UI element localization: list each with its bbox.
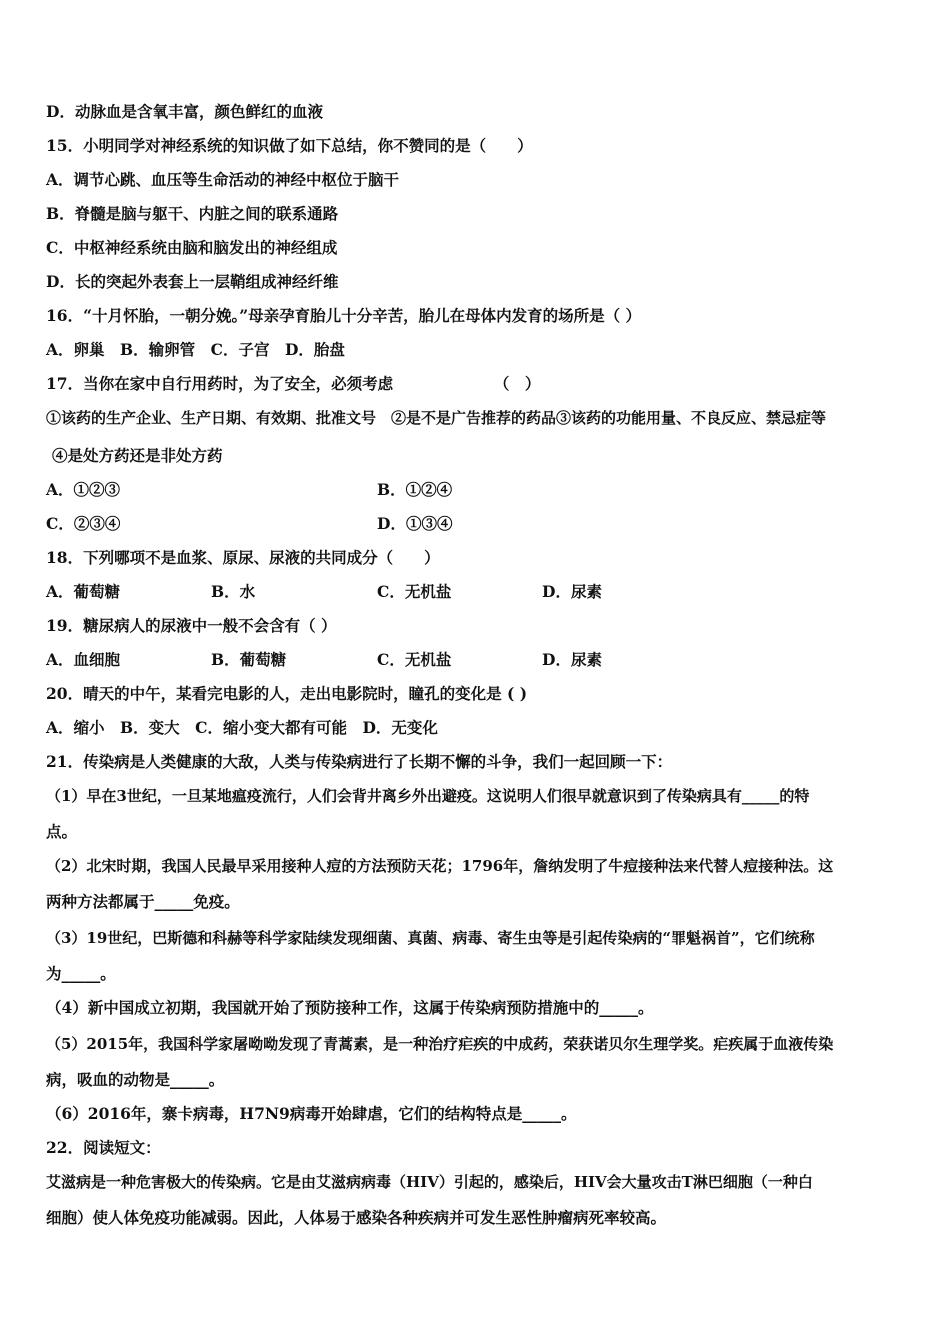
q16-options: A．卵巢 B．输卵管 C．子宫 D．胎盘: [46, 340, 345, 359]
q18-option-a: A．葡萄糖: [46, 582, 121, 601]
q21-part6: （6）2016年，寨卡病毒，H7N9病毒开始肆虐，它们的结构特点是_____。: [46, 1104, 577, 1123]
q21-part3: （3）19世纪，巴斯德和科赫等科学家陆续发现细菌、真菌、病毒、寄生虫等是引起传染病的“罪魁祸首”，它们统称: [46, 929, 815, 947]
q21-part1: （1）早在3世纪，一旦某地瘟疫流行，人们会背井离乡外出避疫。这说明人们很早就意识到了传染病具有_____的特: [46, 787, 810, 805]
q21-part3-cont: 为_____。: [46, 964, 116, 983]
q17-stem: 17．当你在家中自行用药时，为了安全，必须考虑 （ ）: [46, 374, 541, 393]
q19-option-d: D．尿素: [542, 650, 602, 669]
q15-option-a: A．调节心跳、血压等生命活动的神经中枢位于脑干: [46, 170, 400, 189]
q22-passage-line1: 艾滋病是一种危害极大的传染病。它是由艾滋病病毒（HIV）引起的，感染后，HIV会大量攻击T淋巴细胞（一种白: [46, 1173, 813, 1191]
q21-stem: 21．传染病是人类健康的大敌，人类与传染病进行了长期不懈的斗争，我们一起回顾一下：: [46, 752, 673, 771]
q16-stem: 16．“十月怀胎，一朝分娩。”母亲孕育胎儿十分辛苦，胎儿在母体内发育的场所是（ ）: [46, 306, 642, 325]
q18-stem: 18．下列哪项不是血浆、原尿、尿液的共同成分（ ）: [46, 548, 440, 567]
q20-stem: 20．晴天的中午，某看完电影的人，走出电影院时，瞳孔的变化是 ( ): [46, 684, 528, 703]
q19-option-c: C．无机盐: [377, 650, 452, 669]
q17-option-a: A．①②③: [46, 480, 121, 499]
q18-option-d: D．尿素: [542, 582, 602, 601]
q18-option-b: B．水: [211, 582, 256, 601]
q22-passage-line2: 细胞）使人体免疫功能减弱。因此，人体易于感染各种疾病并可发生恶性肿瘤病死率较高。: [46, 1208, 667, 1227]
q15-option-b: B．脊髓是脑与躯干、内脏之间的联系通路: [46, 204, 339, 223]
q15-option-d: D．长的突起外表套上一层鞘组成神经纤维: [46, 272, 339, 291]
q18-option-c: C．无机盐: [377, 582, 452, 601]
q17-item-4: ④是处方药还是非处方药: [52, 446, 223, 465]
q21-part1-cont: 点。: [46, 822, 78, 841]
q15-option-c: C．中枢神经系统由脑和脑发出的神经组成: [46, 238, 338, 257]
q20-options: A．缩小 B．变大 C．缩小变大都有可能 D．无变化: [46, 718, 438, 737]
q14-option-d: D．动脉血是含氧丰富，颜色鲜红的血液: [46, 102, 323, 121]
q17-items: ①该药的生产企业、生产日期、有效期、批准文号 ②是不是广告推荐的药品③该药的功能用量、不良反应、禁忌症等: [46, 409, 827, 427]
q17-option-c: C．②③④: [46, 514, 121, 533]
q15-stem: 15．小明同学对神经系统的知识做了如下总结，你不赞同的是（ ）: [46, 136, 533, 155]
q19-option-a: A．血细胞: [46, 650, 121, 669]
q21-part2-cont: 两种方法都属于_____免疫。: [46, 892, 240, 911]
q22-stem: 22．阅读短文：: [46, 1138, 161, 1157]
q21-part5: （5）2015年，我国科学家屠呦呦发现了青蒿素，是一种治疗疟疾的中成药，荣获诺贝尔生理学奖。疟疾属于血液传染: [46, 1035, 834, 1053]
q19-option-b: B．葡萄糖: [211, 650, 287, 669]
q21-part2: （2）北宋时期，我国人民最早采用接种人痘的方法预防天花；1796年，詹纳发明了牛痘接种法来代替人痘接种法。这: [46, 857, 834, 875]
q17-option-d: D．①③④: [377, 514, 453, 533]
q17-option-b: B．①②④: [377, 480, 453, 499]
q21-part4: （4）新中国成立初期，我国就开始了预防接种工作，这属于传染病预防措施中的_____。: [46, 998, 654, 1017]
q21-part5-cont: 病，吸血的动物是_____。: [46, 1070, 225, 1089]
q19-stem: 19．糖尿病人的尿液中一般不会含有（ ）: [46, 616, 337, 635]
